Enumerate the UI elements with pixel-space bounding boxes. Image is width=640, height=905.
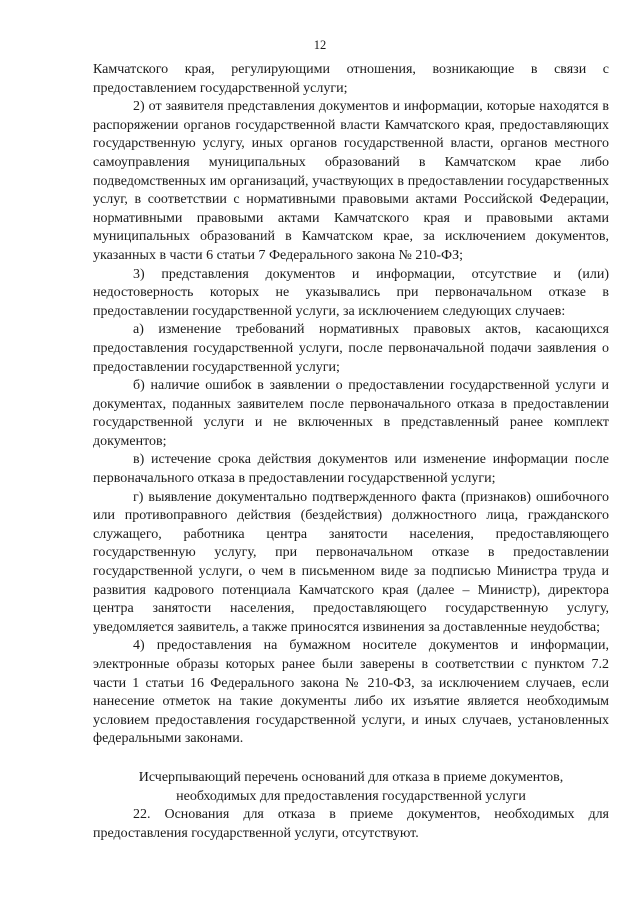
paragraph-item-2: 2) от заявителя представления документов и информации, которые находятся в распоряжении органов государственной власти Камчатского края, предоставляющих государственную услугу, иных органов государственной власти, органов местного самоуправления муниципальных образований в Камчатском крае либо подведомственных им организаций, участвующих в предоставлении государственных услуг, в соответствии с нормативными правовыми актами Российской Федерации, нормативными правовыми актами Камчатского края и правовыми актами муниципальных образований в Камчатском крае, за исключением документов, указанных в части 6 статьи 7 Федерального закона № 210-ФЗ;: [93, 99, 609, 263]
paragraph-22: 22. Основания для отказа в приеме документов, необходимых для предоставления государственной услуги, отсутствуют.: [93, 807, 609, 841]
document-body: [93, 61, 609, 843]
subitem-a: а) изменение требований нормативных правовых актов, касающихся предоставления государственной услуги, после первоначальной подачи заявления о предоставлении государственной услуги;: [93, 322, 609, 375]
subitem-v: в) истечение срока действия документов или изменение информации после первоначального отказа в предоставлении государственной услуги;: [93, 452, 609, 487]
subitem-b: б) наличие ошибок в заявлении о предоставлении государственной услуги и документах, поданных заявителем после первоначального отказа в предоставлении государственной услуги и не включенных в представленный ранее комплект документов;: [93, 378, 609, 449]
page-number: 12: [313, 38, 327, 52]
subitem-g: г) выявление документально подтвержденного факта (признаков) ошибочного или противоправного действия (бездействия) должностного лица, гражданского служащего, работника центра занятости населения, предоставляющего государственную услугу, при первоначальном отказе в предоставлении государственной услуги, о чем в письменном виде за подписью Министра труда и развития кадрового потенциала Камчатского края (далее – Министр), директора центра занятости населения, предоставляющего государственную услугу, уведомляется заявитель, а также приносятся извинения за доставленные неудобства;: [93, 489, 609, 635]
paragraph-item-3: 3) представления документов и информации, отсутствие и (или) недостоверность которых не указывались при первоначальном отказе в предоставлении государственной услуги, за исключением следующих случаев:: [93, 266, 609, 319]
section-heading: [93, 769, 609, 806]
paragraph-item-4: 4) предоставления на бумажном носителе документов и информации, электронные образы которых ранее были заверены в соответствии с пунктом 7.2 части 1 статьи 16 Федерального закона № 210-ФЗ, за исключением случаев, если нанесение отметок на такие документы либо их изъятие является необходимым условием предоставления государственной услуги, и иных случаев, установленных федеральными законами.: [93, 638, 609, 747]
section-heading-line-1: Исчерпывающий перечень оснований для отказа в приеме документов,: [138, 769, 564, 785]
section-heading-line-2: необходимых для предоставления государственной услуги: [176, 788, 526, 804]
paragraph-continuation: Камчатского края, регулирующими отношения, возникающие в связи с предоставлением государственной услуги;: [93, 62, 609, 96]
